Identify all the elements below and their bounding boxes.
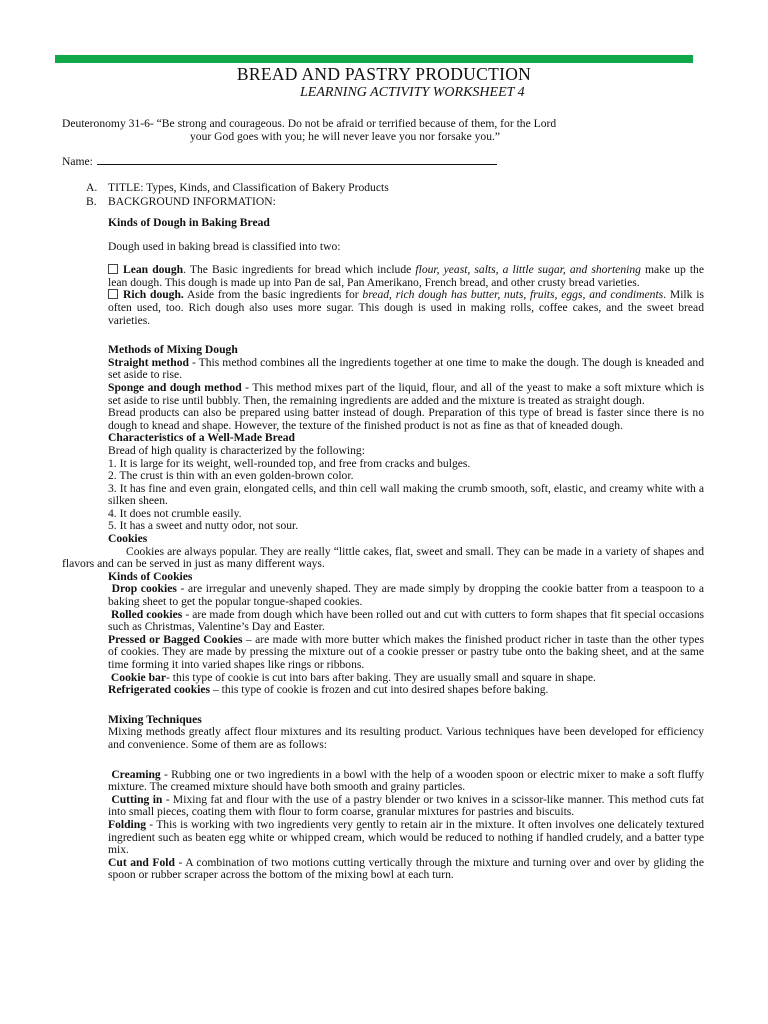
cookie-bar: Cookie bar- this type of cookie is cut into bars after baking. They are usually small and square in shape. xyxy=(110,670,596,684)
rich-dough-paragraph: Rich dough. Aside from the basic ingredients for bread, rich dough has butter, nuts, fruits, eggs, and condiments. Milk is often used, too. Rich dough also uses more sugar. This dough is used in making rolls, coffee cakes, and the sweet bread varieties. xyxy=(108,288,704,327)
characteristic-item: 2. The crust is thin with an even golden-brown color. xyxy=(108,469,354,483)
dough-heading: Kinds of Dough in Baking Bread xyxy=(108,216,270,229)
characteristic-item: 4. It does not crumble easily. xyxy=(108,506,242,520)
bible-verse xyxy=(62,117,702,143)
characteristic-item: 3. It has fine and even grain, elongated cells, and thin cell wall making the crumb smooth, soft, elastic, and creamy white with a silken sheen. xyxy=(108,481,704,508)
batter-paragraph: Bread products can also be prepared using batter instead of dough. Preparation of this type of bread is faster since there is no dough to knead and shape. However, the texture of the finished product is not as fine as that of kneaded dough. xyxy=(108,406,704,432)
cut-and-fold: Cut and Fold - A combination of two motions cutting vertically through the mixture and turning over and over by gliding the spoon or rubber scraper across the bottom of the mixing bowl at each turn. xyxy=(108,855,704,882)
sponge-method: Sponge and dough method - This method mixes part of the liquid, flour, and all of the yeast to make a soft mixture which is set aside to rise until bubbly. Then, the remaining ingredients are added and the mixture is treated as straight dough. xyxy=(108,380,704,407)
characteristics-heading: Characteristics of a Well-Made Bread xyxy=(108,431,295,445)
characteristic-item: 1. It is large for its weight, well-rounded top, and free from cracks and bulges. xyxy=(108,456,471,470)
document-subtitle: LEARNING ACTIVITY WORKSHEET 4 xyxy=(300,85,525,100)
pressed-cookies: Pressed or Bagged Cookies – are made with more butter which makes the finished product richer in taste than the other types of cookies. They are made by pressing the mixture out of a cookie presser or pastry tube onto the baking sheet, and at the same time forming it into varied shapes like rings or ribbons. xyxy=(108,632,704,671)
outline-list xyxy=(86,181,389,209)
drop-cookies: Drop cookies - are irregular and unevenly shaped. They are made simply by dropping the cookie batter from a teaspoon to a baking sheet to get the popular tongue-shaped cookies. xyxy=(108,582,704,609)
straight-method: Straight method - This method combines all the ingredients together at one time to make the dough. The dough is kneaded and set aside to rise. xyxy=(108,355,704,382)
document-title: BREAD AND PASTRY PRODUCTION xyxy=(236,64,532,84)
name-label: Name: xyxy=(62,155,93,168)
refrigerated-cookies: Refrigerated cookies – this type of cookie is frozen and cut into desired shapes before baking. xyxy=(108,683,549,697)
dough-intro: Dough used in baking bread is classified into two: xyxy=(108,239,341,253)
characteristic-item: 5. It has a sweet and nutty odor, not sour. xyxy=(108,519,299,533)
outline-item-b: B. BACKGROUND INFORMATION: xyxy=(86,195,276,208)
rolled-cookies: Rolled cookies - are made from dough which have been rolled out and cut with cutters to form shapes that fit special occasions such as Christmas, Valentine’s Day and Easter. xyxy=(108,607,704,634)
mixing-heading: Methods of Mixing Dough xyxy=(108,343,238,357)
techniques-intro: Mixing methods greatly affect flour mixtures and its resulting product. Various techniques have been developed for efficiency and convenience. Some of them are as follows: xyxy=(108,725,704,751)
folding: Folding - This is working with two ingredients very gently to retain air in the mixture. It often involves one delicately textured ingredient such as beaten egg white or whipped cream, which would be reduced to nothing if handled crudely, and a batter type mix. xyxy=(108,817,704,857)
cookies-heading: Cookies xyxy=(108,532,148,546)
lean-dough-paragraph: Lean dough. The Basic ingredients for bread which include flour, yeast, salts, a little sugar, and shortening make up the lean dough. This dough is made up into Pan de sal, Pan Amerikano, French bread, and other crusty bread varieties. xyxy=(108,263,704,289)
verse-line-1: Deuteronomy 31-6- “Be strong and courageous. Do not be afraid or terrified because of them, for the Lord xyxy=(62,117,557,130)
cutting-in: Cutting in - Mixing fat and flour with the use of a pastry blender or two knives in a scissor-like manner. This method cuts fat into small pieces, coating them with flour to form coarse, granular mixtures for pastries and biscuits. xyxy=(108,792,704,819)
techniques-heading: Mixing Techniques xyxy=(108,712,202,726)
creaming: Creaming - Rubbing one or two ingredients in a bowl with the help of a wooden spoon or electric mixer to make a soft fluffy mixture. The creamed mixture should have both smooth and grainy particles. xyxy=(108,767,704,794)
name-row xyxy=(62,154,497,168)
header-accent-bar xyxy=(55,55,693,63)
verse-line-2: your God goes with you; he will never leave you nor forsake you.” xyxy=(190,130,501,143)
kinds-of-cookies-heading: Kinds of Cookies xyxy=(108,569,193,583)
cookies-intro: Cookies are always popular. They are really “little cakes, flat, sweet and small. They can be made in a variety of shapes and flavors and can be served in just as many different ways. xyxy=(62,544,704,571)
characteristics-intro: Bread of high quality is characterized by the following: xyxy=(108,443,365,457)
name-field[interactable] xyxy=(97,154,497,165)
checkbox-icon xyxy=(108,289,118,299)
outline-item-a: A. TITLE: Types, Kinds, and Classification of Bakery Products xyxy=(86,181,389,194)
checkbox-icon xyxy=(108,264,118,274)
worksheet-body xyxy=(62,216,704,882)
